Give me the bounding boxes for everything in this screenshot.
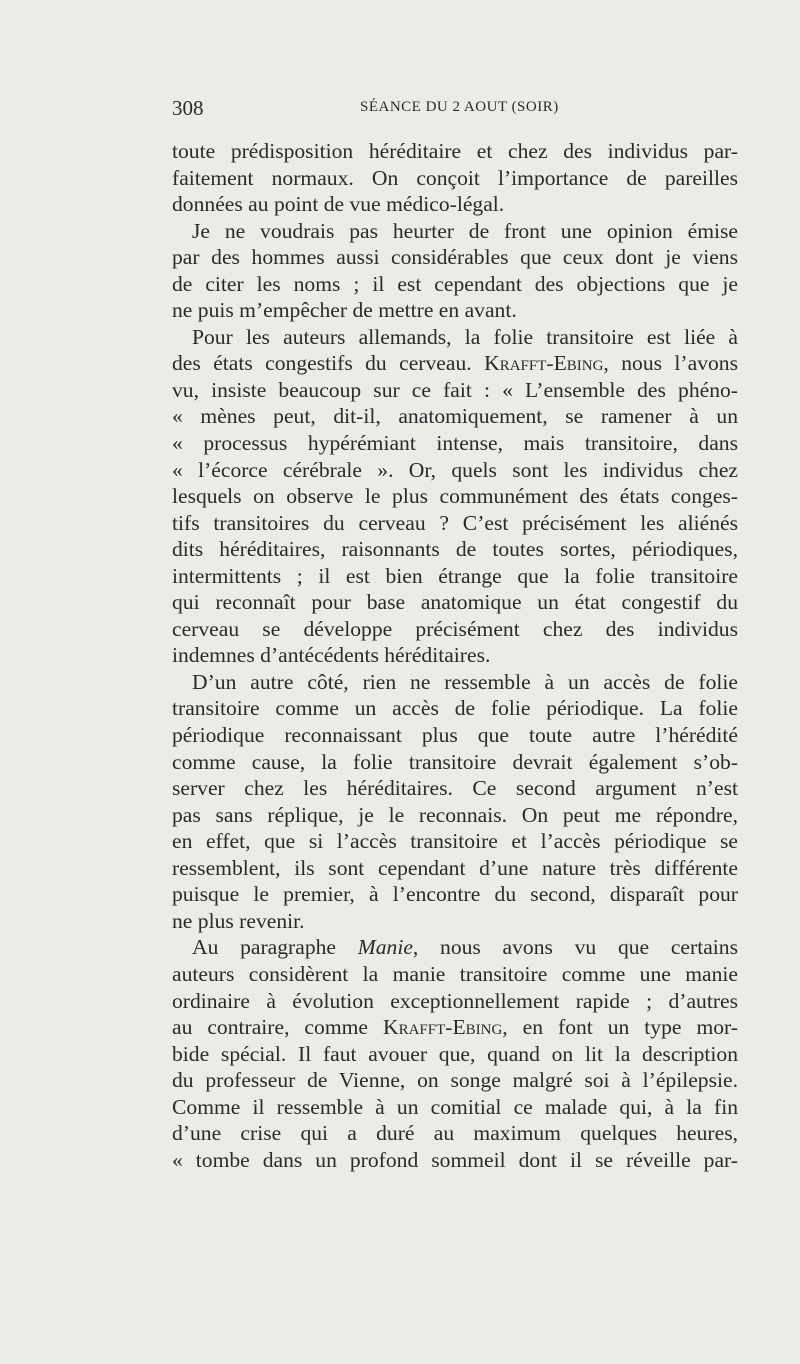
text-line: toute prédisposition héréditaire et chez des individus par- [172, 139, 738, 163]
text-line: données au point de vue médico-légal. [172, 192, 505, 217]
text-line: lesquels on observe le plus communément des états conges- [172, 484, 738, 509]
text-line: en effet, que si l’accès transitoire et l’accès périodique se [172, 829, 738, 854]
text-line: « l’écorce cérébrale ». Or, quels sont les individus chez [172, 457, 738, 482]
text-line [172, 934, 738, 961]
text-line: comme cause, la folie transitoire devrait également s’ob- [172, 749, 738, 774]
text-line: vu, insiste beaucoup sur ce fait : « L’ensemble des phéno- [172, 377, 738, 402]
text-line: ne plus revenir. [172, 908, 305, 933]
text-line: intermittents ; il est bien étrange que la folie transitoire [172, 563, 738, 588]
text-line: tifs transitoires du cerveau ? C’est précisément les aliénés [172, 510, 738, 535]
text-line: « tombe dans un profond sommeil dont il se réveille par- [172, 1147, 738, 1172]
text-line [172, 1014, 738, 1041]
author-name: Krafft-Ebing [484, 351, 604, 376]
text-segment: , en font un type mor- [502, 1015, 738, 1040]
text-line: d’une crise qui a duré au maximum quelques heures, [172, 1121, 738, 1146]
text-line: qui reconnaît pour base anatomique un état congestif du [172, 590, 738, 615]
text-line: faitement normaux. On conçoit l’importance de pareilles [172, 165, 738, 190]
text-line: par des hommes aussi considérables que ceux dont je viens [172, 245, 738, 270]
text-line: ordinaire à évolution exceptionnellement rapide ; d’autres [172, 988, 738, 1013]
text-line: bide spécial. Il faut avouer que, quand on lit la description [172, 1041, 738, 1066]
text-segment: , nous l’avons [603, 351, 739, 376]
text-line: auteurs considèrent la manie transitoire comme une manie [172, 961, 738, 986]
text-line: cerveau se développe précisément chez des individus [172, 616, 738, 641]
text-line: ressemblent, ils sont cependant d’une nature très différente [172, 855, 738, 880]
text-line: transitoire comme un accès de folie périodique. La folie [172, 696, 738, 721]
text-segment: des états congestifs du cerveau. [172, 351, 472, 376]
page-header [172, 96, 738, 126]
text-segment: au contraire, comme [172, 1015, 368, 1040]
body-text [172, 138, 738, 1173]
text-line: du professeur de Vienne, on songe malgré soi à l’épilepsie. [172, 1068, 738, 1093]
text-line: indemnes d’antécédents héréditaires. [172, 643, 491, 668]
text-line: Pour les auteurs allemands, la folie transitoire est liée à [192, 324, 738, 349]
text-line: server chez les héréditaires. Ce second argument n’est [172, 776, 738, 801]
text-line: « mènes peut, dit-il, anatomiquement, se ramener à un [172, 404, 738, 429]
running-head: SÉANCE DU 2 AOUT (SOIR) [360, 99, 559, 115]
text-line: de citer les noms ; il est cependant des objections que je [172, 271, 738, 296]
text-segment: Au paragraphe [192, 935, 337, 960]
text-segment: , nous avons vu que certains [412, 935, 738, 960]
author-name: Krafft-Ebing [382, 1015, 503, 1040]
text-line: « processus hypérémiant intense, mais transitoire, dans [172, 431, 738, 456]
section-title: Manie [357, 935, 413, 960]
text-line: dits héréditaires, raisonnants de toutes sortes, périodiques, [172, 537, 738, 562]
text-line: Comme il ressemble à un comitial ce malade qui, à la fin [172, 1094, 738, 1119]
page-number: 308 [172, 96, 204, 120]
text-line [172, 350, 738, 377]
text-line: puisque le premier, à l’encontre du second, disparaît pour [172, 882, 738, 907]
text-line: ne puis m’empêcher de mettre en avant. [172, 298, 517, 323]
text-line: Je ne voudrais pas heurter de front une opinion émise [192, 218, 738, 243]
text-line: D’un autre côté, rien ne ressemble à un accès de folie [192, 669, 738, 694]
text-line: pas sans réplique, je le reconnais. On peut me répondre, [172, 802, 738, 827]
text-line: périodique reconnaissant plus que toute autre l’hérédité [172, 723, 738, 748]
